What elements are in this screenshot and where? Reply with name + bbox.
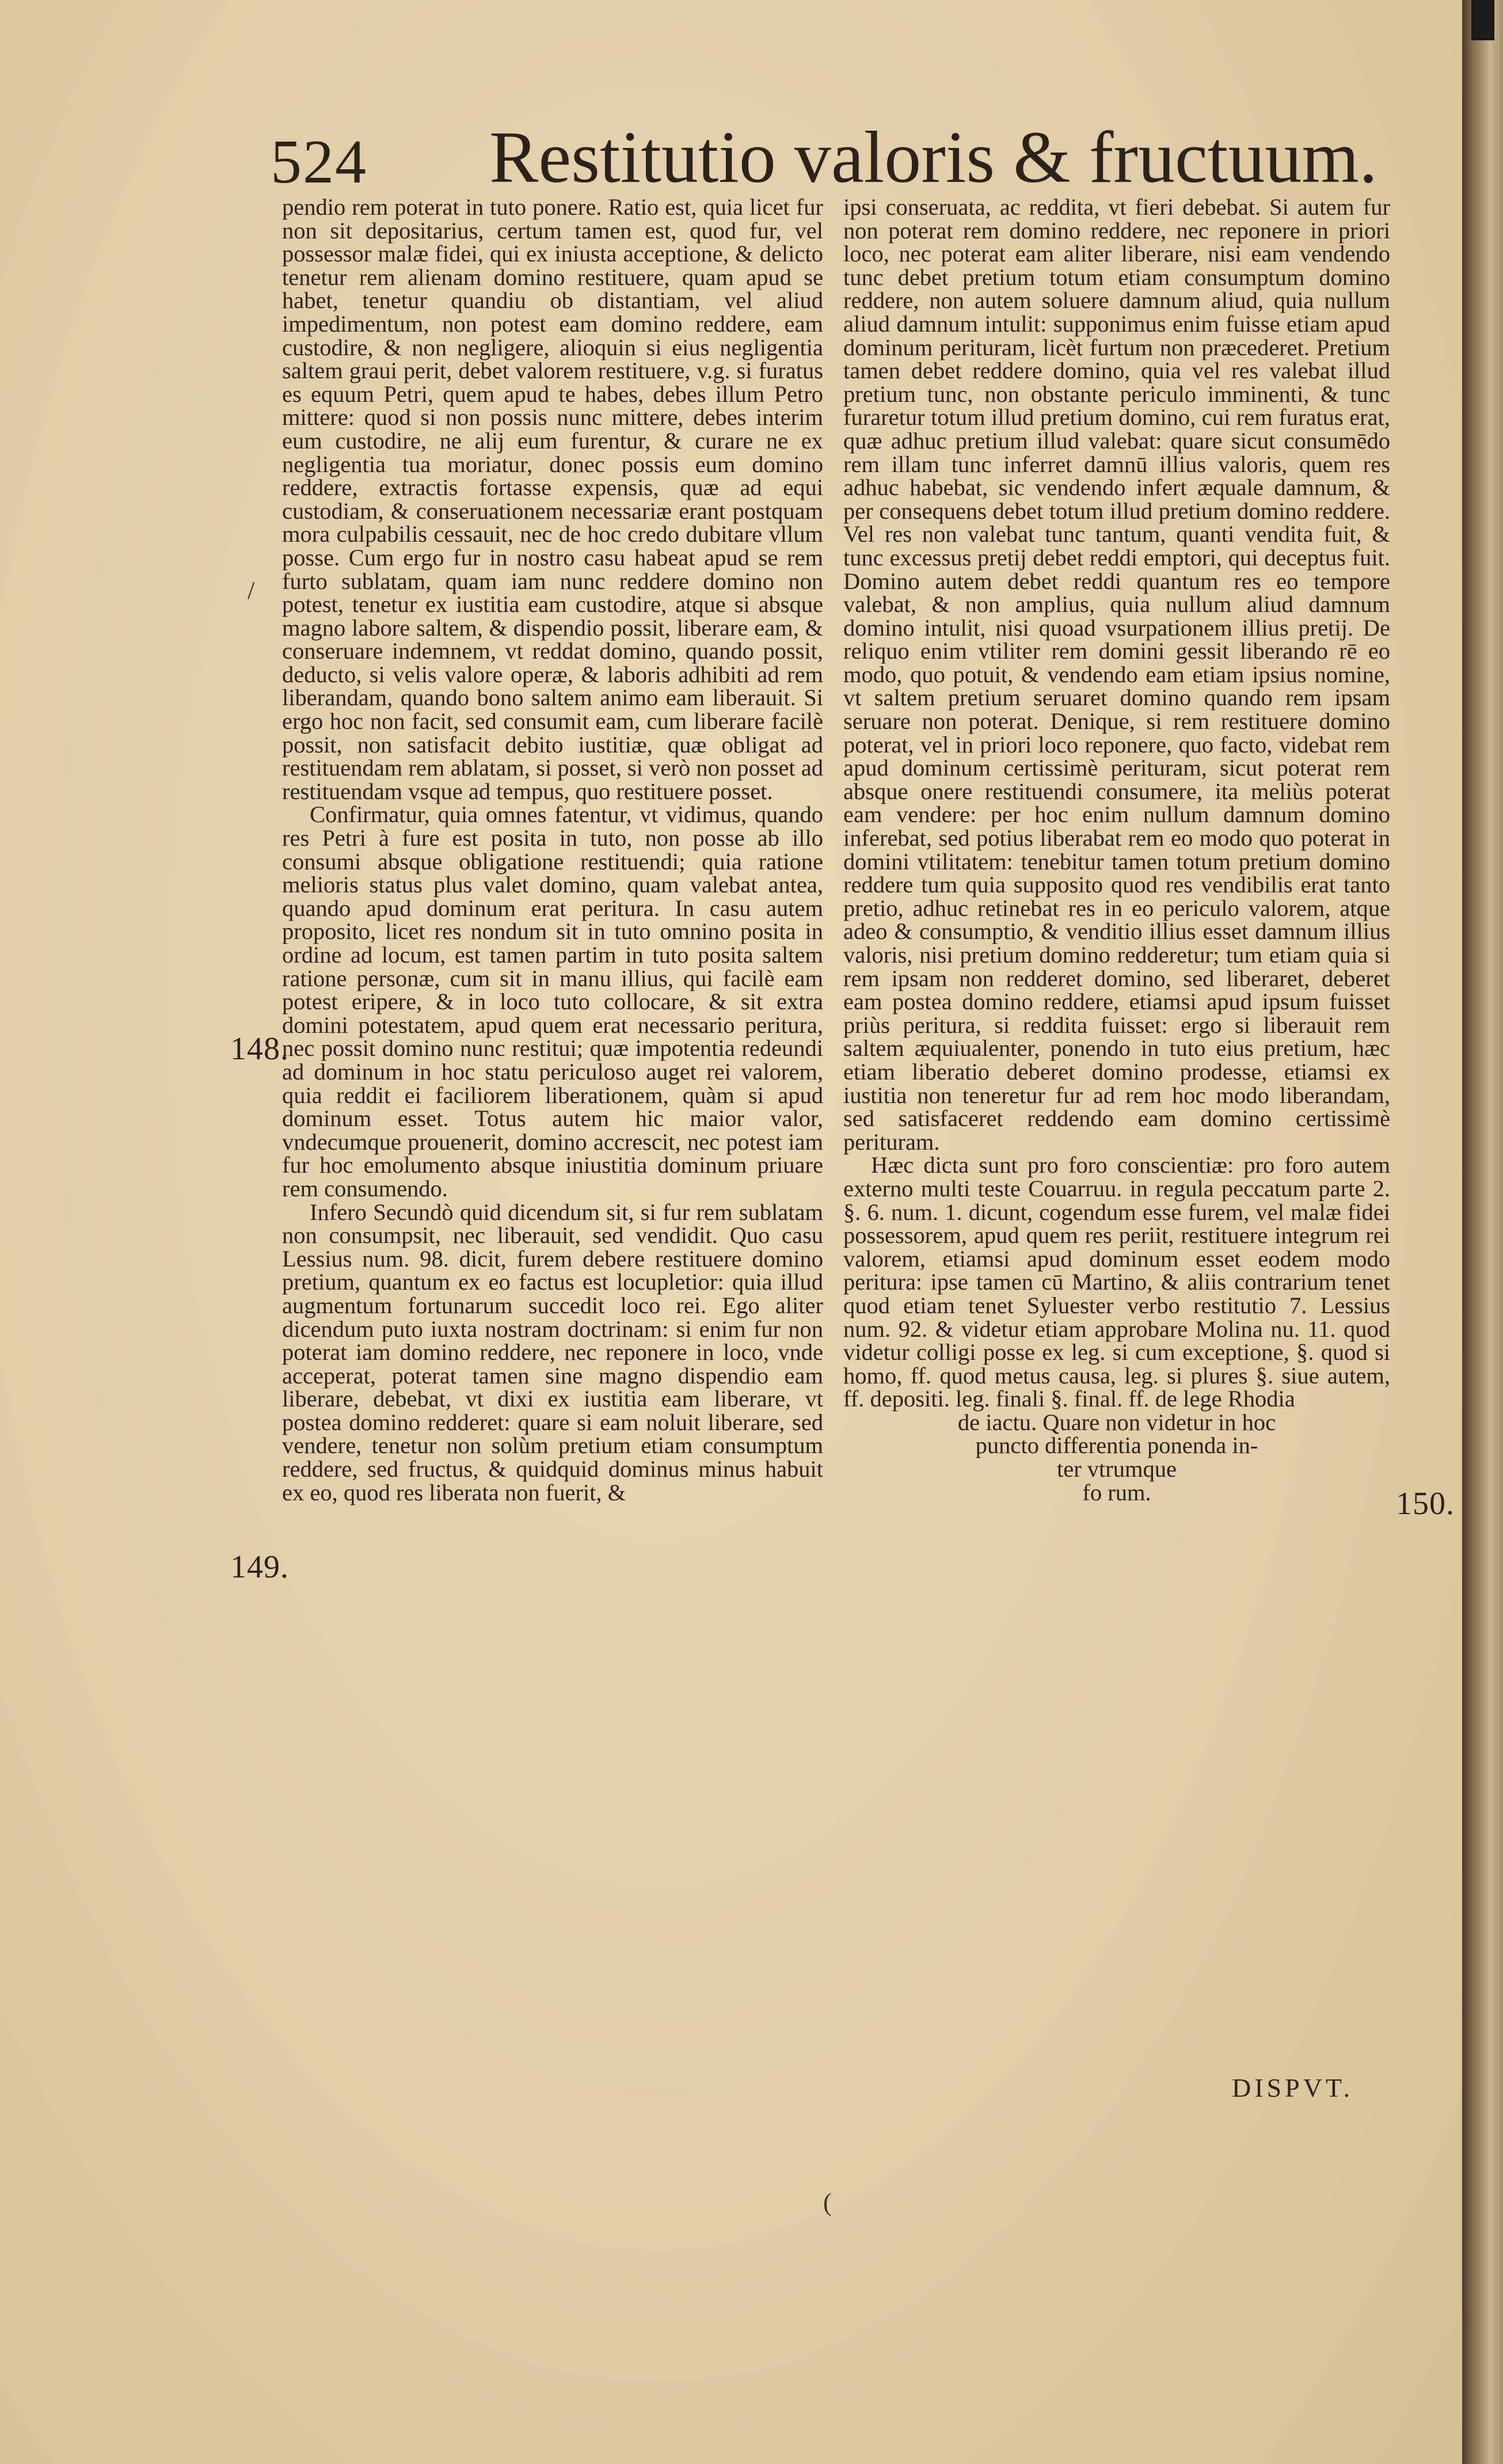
paragraph-148: Confirmatur, quia omnes fatentur, vt vidimus, quando res Petri à fure est posita in tuto, non posse ab illo consumi absque obligatione restituendi; quia ratione melioris status plus valet domino, quam valebat antea, quando apud dominum erat peritura. In casu autem proposito, licet res nondum sit in tuto omnino posita in ordine ad locum, est tamen partim in tuto posita saltem ratione personæ, cum sit in manu illius, qui facilè eam potest eripere, & in loco tuto collocare, & sit extra domini potestatem, apud quem erat necessario peritura, nec possit domino nunc restitui; quæ impotentia redeundi ad dominum in hoc statu periculoso auget rei valorem, quia reddit ei faciliorem liberationem, quàm si apud dominum esset. Totus autem hic maior valor, vndecumque prouenerit, domino accrescit, nec potest iam fur hoc emolumento absque iniustitia dominum priuare rem consumendo. bbox=[282, 801, 823, 1201]
left-column bbox=[282, 196, 823, 1504]
margin-number-148: 148. bbox=[230, 1031, 289, 1067]
page-edge-tab bbox=[1471, 0, 1494, 40]
catchword: DISPVT. bbox=[1232, 2073, 1354, 2102]
page-number: 524 bbox=[271, 128, 367, 196]
paragraph-150: Hæc dicta sunt pro foro conscientiæ: pro foro autem externo multi teste Couarruu. in regula peccatum parte 2. §. 6. num. 1. dicunt, cogendum esse furem, vel malæ fidei possessorem, apud quem res periit, restituere integrum rei valorem, etiamsi apud dominum esset eodem modo peritura: ipse tamen cū Martino, & aliis contrarium tenet quod etiam tenet Syluester verbo restitutio 7. Lessius num. 92. & videtur etiam approbare Molina nu. 11. quod videtur colligi posse ex leg. si cum exceptione, §. quod si homo, ff. quod metus causa, leg. si plures §. siue autem, ff. depositi. leg. finali §. final. ff. de lege Rhodia bbox=[843, 1152, 1390, 1412]
right-column bbox=[843, 196, 1390, 1504]
funnel-line-1: de iactu. Quare non videtur in hoc bbox=[957, 1409, 1276, 1435]
paragraph-149: Infero Secundò quid dicendum sit, si fur rem sublatam non consumpsit, nec liberauit, sed vendidit. Quo casu Lessius num. 98. dicit, furem debere restituere domino pretium, quantum ex eo factus est locupletior: quia illud augmentum fortunarum succedit loco rei. Ego aliter dicendum puto iuxta nostram doctrinam: si enim fur non poterat iam domino reddere, nec reponere in loco, vnde acceperat, poterat tamen sine magno dispendio eam liberare, debebat, vt dixi ex iustitia eam liberare, vt postea domino redderet: quare si eam noluit liberare, sed vendere, tenetur non solùm pretium etiam consumptum reddere, sed fructus, & quidquid dominus minus habuit ex eo, quod res liberata non fuerit, & bbox=[282, 1199, 823, 1505]
margin-number-149: 149. bbox=[230, 1549, 289, 1585]
ink-mark: / bbox=[248, 576, 255, 604]
funnel-line-4: fo rum. bbox=[1082, 1479, 1151, 1505]
paragraph-continued: pendio rem poterat in tuto ponere. Ratio est, quia licet fur non sit depositarius, certum tamen est, quod fur, vel possessor malæ fidei, qui ex iniusta acceptione, & delicto tenetur rem alienam domino restituere, quam apud se habet, tenetur quandiu ob distantiam, vel aliud impedimentum, non potest eam domino reddere, eam custodire, & non negligere, alioquin si eius negligentia saltem graui perit, debet valorem restituere, v.g. si furatus es equum Petri, quem apud te habes, debes illum Petro mittere: quod si non possis nunc mittere, debes interim eum custodire, ne alij eum furentur, & curare ne ex negligentia tua moriatur, donec possis eum domino reddere, extractis fortasse expensis, quæ ad equi custodiam, & conseruationem necessariæ erant postquam mora culpabilis cessauit, nec de hoc credo dubitare vllum posse. Cum ergo fur in nostro casu habeat apud se rem furto sublatam, quam iam nunc reddere domino non potest, tenetur ex iustitia eam custodire, atque si absque magno labore saltem, & dispendio possit, liberare eam, & conseruare indemnem, vt reddat domino, quando possit, deducto, si velis valore operæ, & laboris adhibiti ad rem liberandam, quando bono saltem animo eam liberauit. Si ergo hoc non facit, sed consumit eam, cum liberare facilè possit, non satisfacit debito iustitiæ, quæ obligat ad restituendam rem ablatam, si posset, si verò non posset ad restituendam vsque ad tempus, quo restituere posset. bbox=[282, 194, 823, 804]
running-title: Restitutio valoris & fructuum. bbox=[489, 116, 1378, 198]
paragraph-continued-right: ipsi conseruata, ac reddita, vt fieri debebat. Si autem fur non poterat rem domino reddere, nec reponere in priori loco, nec poterat eam aliter liberare, nisi eam vendendo tunc debet pretium totum etiam consumptum domino reddere, non autem soluere damnum aliud, quia nullum aliud damnum intulit: supponimus enim fuisse etiam apud dominum perituram, licèt furtum non præcederet. Pretium tamen debet reddere domino, quia vel res valebat illud pretium tunc, non obstante periculo imminenti, & tunc furaretur totum illud pretium domino, cui rem furatus erat, quæ adhuc pretium illud valebat: quare sicut consumēdo rem illam tunc inferret damnū illius valoris, quem res adhuc habebat, sic vendendo infert æquale damnum, & per consequens debet totum illud pretium domino reddere. Vel res non valebat tunc tantum, quanti vendita fuit, & tunc excessus pretij debet reddi emptori, qui deceptus fuit. Domino autem debet reddi quantum res eo tempore valebat, & non amplius, quia nullum aliud damnum domino intulit, nisi quoad vsurpationem illius pretij. De reliquo enim vtiliter rem domini gessit liberando rē eo modo, quo potuit, & vendendo eam etiam ipsius nomine, vt saltem pretium seruaret domino quando rem ipsam seruare non poterat. Denique, si rem restituere domino poterat, vel in priori loco reponere, quo facto, videbat rem apud dominum certissimè perituram, sicut poterat rem absque onere restituendi consumere, ita meliùs poterat eam vendere: per hoc enim nullum damnum domino inferebat, sed potius liberabat rem eo modo quo poterat in domini vtilitatem: tenebitur tamen totum pretium domino reddere tum quia supposito quod res vendibilis erat tanto pretio, adhuc retinebat res in eo periculo valorem, atque adeo & consumptio, & venditio illius esset damnum illius valoris, nisi pretium domino redderetur; tum etiam quia si rem ipsam non redderet domino, sed liberaret, deberet eam postea domino reddere, etiamsi apud ipsum fuisset priùs peritura, si reddita fuisset: ergo si liberauit rem saltem æquiualenter, ponendo in tuto eius pretium, hæc etiam liberatio deberet domino prodesse, etiamsi ex iustitia non teneretur fur ad rem hoc modo liberandam, sed satisfaceret reddendo eam domino certissimè perituram. bbox=[843, 194, 1390, 1155]
ink-mark: ( bbox=[823, 2188, 832, 2216]
margin-number-150: 150. bbox=[1396, 1486, 1455, 1522]
funnel-line-2: puncto differentia ponenda in- bbox=[975, 1432, 1258, 1459]
book-gutter-edge bbox=[1462, 0, 1503, 2464]
funnel-line-3: ter vtrumque bbox=[1056, 1456, 1177, 1482]
page-header bbox=[271, 115, 1399, 207]
